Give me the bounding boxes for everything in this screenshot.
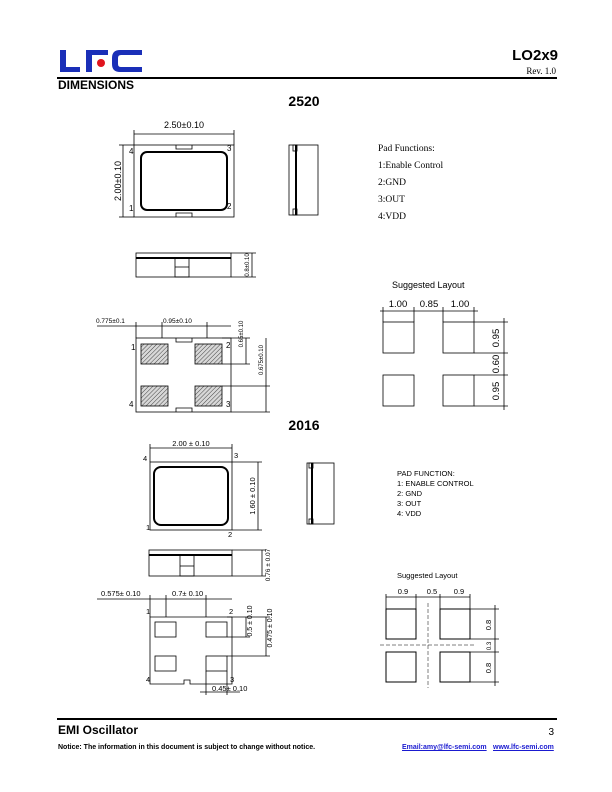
pad-left-2016: 0.575± 0.10 xyxy=(101,589,141,598)
revision: Rev. 1.0 xyxy=(526,66,556,76)
pin-2-bottom-2016: 2 xyxy=(229,607,234,616)
pad-left-2520: 0.775±0.1 xyxy=(96,318,125,325)
pad-function-3-2016: 3: OUT xyxy=(397,499,422,508)
part-number: LO2x9 xyxy=(512,47,558,64)
pin-3-bottom-2520: 3 xyxy=(226,400,231,409)
footer-title: EMI Oscillator xyxy=(58,723,139,737)
dim-thickness-2016: 0.76 ± 0.07 xyxy=(265,548,272,582)
layout-h1-2016: 0.9 xyxy=(397,587,409,596)
pad-function-2-2016: 2: GND xyxy=(397,489,423,498)
dim-width-2520: 2.50±0.10 xyxy=(164,120,204,130)
layout-h2-2520: 0.85 xyxy=(419,299,439,310)
pad-offset-2520: 0.675±0.10 xyxy=(259,345,265,375)
layout-v3-2520: 0.95 xyxy=(491,381,502,401)
pin-4-2520: 4 xyxy=(129,147,134,156)
pin-3-2016: 3 xyxy=(234,451,239,460)
pad-offset-2016: 0.475 ± 0.10 xyxy=(267,608,274,648)
pin-4-bottom-2520: 4 xyxy=(129,400,134,409)
pin-3-bottom-2016: 3 xyxy=(230,675,235,684)
lfc-logo xyxy=(58,48,144,76)
front-view-2520 xyxy=(136,253,256,277)
page-number: 3 xyxy=(548,727,554,738)
pin-2-bottom-2520: 2 xyxy=(226,341,231,350)
pad-spacing-2520: 0.95±0.10 xyxy=(163,318,192,325)
layout-2520 xyxy=(380,307,508,410)
pin-1-bottom-2016: 1 xyxy=(146,607,151,616)
pad-functions-title-2520: Pad Functions: xyxy=(378,144,435,154)
layout-2016 xyxy=(380,594,499,688)
pad-spacing-2016: 0.7± 0.10 xyxy=(172,589,204,598)
pad-function-4-2520: 4:VDD xyxy=(378,212,406,222)
pin-4-bottom-2016: 4 xyxy=(146,675,151,684)
pad-function-2-2520: 2:GND xyxy=(378,178,406,188)
dim-width-2016: 2.00 ± 0.10 xyxy=(172,439,210,448)
top-view-2520 xyxy=(119,130,234,217)
dim-height-2520: 2.00±0.10 xyxy=(113,161,123,201)
section-title: DIMENSIONS xyxy=(58,78,135,92)
pad-function-4-2016: 4: VDD xyxy=(397,509,422,518)
pad-height-2520: 0.65±0.10 xyxy=(239,320,245,348)
layout-title-2520: Suggested Layout xyxy=(392,280,465,290)
pad-function-1-2520: 1:Enable Control xyxy=(378,161,444,171)
pad-function-3-2520: 3:OUT xyxy=(378,195,405,205)
layout-h2-2016: 0.5 xyxy=(426,587,438,596)
layout-h3-2520: 1.00 xyxy=(450,299,470,310)
layout-v1-2016: 0.8 xyxy=(484,619,493,631)
dim-thickness-2520: 0.8±0.10 xyxy=(245,253,251,277)
pin-2-2520: 2 xyxy=(227,202,232,211)
side-view-2016 xyxy=(307,463,334,524)
layout-v2-2520: 0.60 xyxy=(491,354,502,374)
layout-title-2016: Suggested Layout xyxy=(397,571,458,580)
top-view-2016 xyxy=(150,444,262,530)
pin-1-2520: 1 xyxy=(129,204,134,213)
pin-4-2016: 4 xyxy=(143,454,148,463)
layout-h1-2520: 1.00 xyxy=(388,299,408,310)
title-2016: 2016 xyxy=(288,417,320,433)
pad-functions-title-2016: PAD FUNCTION: xyxy=(397,469,455,478)
footer-divider xyxy=(57,718,557,720)
title-2520: 2520 xyxy=(288,93,320,109)
pin-1-bottom-2520: 1 xyxy=(131,343,136,352)
bottom-view-2016 xyxy=(97,595,270,695)
pad-width-2016: 0.45± 0.10 xyxy=(212,684,248,693)
layout-v1-2520: 0.95 xyxy=(491,328,502,348)
dimension-drawing xyxy=(90,93,530,708)
notice-text: Notice: The information in this document is subject to change without notice. xyxy=(58,744,316,751)
email-link[interactable]: Email:amy@lfc-semi.com xyxy=(402,744,487,751)
pad-height-2016: 0.5 ± 0.10 xyxy=(247,605,254,637)
pad-function-1-2016: 1: ENABLE CONTROL xyxy=(397,479,474,488)
layout-v3-2016: 0.8 xyxy=(484,662,493,674)
layout-v2-2016: 0.3 xyxy=(487,641,493,651)
layout-h3-2016: 0.9 xyxy=(453,587,465,596)
pin-2-2016: 2 xyxy=(228,530,233,539)
website-link[interactable]: www.lfc-semi.com xyxy=(493,744,554,751)
pin-1-2016: 1 xyxy=(146,523,151,532)
pin-3-2520: 3 xyxy=(227,144,232,153)
side-view-2520 xyxy=(289,145,318,215)
front-view-2016 xyxy=(149,550,266,576)
dim-height-2016: 1.60 ± 0.10 xyxy=(248,477,257,515)
